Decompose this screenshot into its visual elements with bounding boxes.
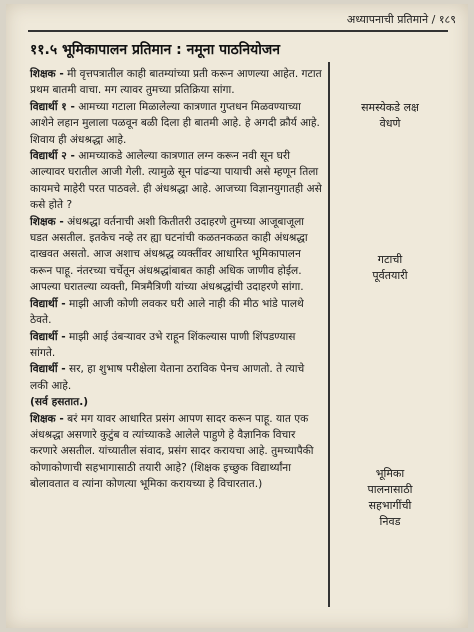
dialogue-line — [30, 411, 324, 493]
dialogue-text: मी वृत्तपत्रातील काही बातम्यांच्या प्रती करून आणल्या आहेत. गटात प्रथम बातमी वाचा. मग त्यावर तुमच्या प्रतिक्रिया सांगा. — [30, 68, 322, 97]
dialogue-text: आमच्या गटाला मिळालेल्या कात्रणात गुप्तधन मिळवण्याच्या आशेने लहान मुलाला पळवून बळी दिला ही बातमी आहे. हे अगदी क्रौर्य आहे. शिवाय ही अंधश्रद्धा आहे. — [30, 100, 320, 146]
dialogue-line — [30, 148, 324, 214]
side-note-line: निवड — [379, 515, 401, 528]
dialogue-text: माझी आई उंबऱ्यावर उभे राहून शिंकल्यास पाणी शिंपडण्यास सांगते. — [30, 330, 296, 359]
dialogue-line — [30, 99, 324, 148]
section-title: ११.५ भूमिकापालन प्रतिमान : नमूना पाठनियोजन — [30, 42, 281, 58]
side-note-line: सहभागींची — [368, 499, 412, 512]
side-note-selection — [334, 466, 446, 530]
dialogue-text: आमच्याकडे आलेल्या कात्रणात लग्न करून नवी सून घरी आल्यावर घरातील आजी गेली. त्यामुळे सून पांढऱ्या पायाची असे म्हणून तिला कायमचे माहेरी परत पाठवले. ही अंधश्रद्धा आहे. आजच्या विज्ञानयुगातही असे कसे होते ? — [30, 150, 322, 212]
side-note-line: पूर्वतयारी — [372, 269, 408, 282]
speaker-label: शिक्षक - — [30, 68, 64, 80]
side-note-line: गटाची — [377, 253, 403, 266]
speaker-label: शिक्षक - — [30, 215, 64, 228]
dialogue-text: अंधश्रद्धा वर्तनाची अशी कितीतरी उदाहरणे तुमच्या आजूबाजूला घडत असतील. इतकेच नव्हे तर ह्या घटनांची कळतनकळत काही अंधश्रद्धा दाखवत असतो. आज अशाच अंधश्रद्ध व्यक्तींवर आधारित भूमिकापालन करून पाहू. नंतरच्या चर्चेतून अंधश्रद्धांबाबत काही अधिक जाणीव होईल. आपल्या घरातल्या व्यक्ती, मित्रमैत्रिणी यांच्या अंधश्रद्धांची उदाहरणे सांगा. — [30, 215, 308, 294]
dialogue-line — [30, 66, 324, 99]
book-page — [6, 4, 468, 628]
dialogue-text: बरं मग यावर आधारित प्रसंग आपण सादर करून पाहू. यात एक अंधश्रद्धा असणारे कुटुंब व त्यांच्याकडे आलेले पाहुणे हे वैज्ञानिक विचार करणारे असतील. यांच्यातील संवाद, प्रसंग सादर करायचा आहे. तुमच्यापैकी कोणाकोणाची सहभागासाठी तयारी आहे? (शिक्षक इच्छुक विद्यार्थ्यांना बोलावतात व त्यांना कोणत्या भूमिका करायच्या हे विचारतात.) — [30, 412, 314, 491]
side-note-line: भूमिका — [375, 467, 405, 480]
dialogue-line — [30, 296, 324, 329]
side-note-line: पालनासाठी — [367, 483, 413, 496]
dialogue-text: माझी आजी कोणी लवकर घरी आले नाही की मीठ भांडे पालथे ठेवते. — [30, 297, 304, 327]
dialogue-line — [30, 361, 324, 394]
speaker-label: विद्यार्थी २ - — [30, 150, 75, 163]
speaker-label: विद्यार्थी १ - — [30, 100, 75, 113]
speaker-label: विद्यार्थी - — [30, 297, 66, 310]
dialogue-line — [30, 214, 324, 296]
speaker-label: विद्यार्थी - — [30, 330, 66, 343]
stage-direction — [30, 394, 324, 410]
speaker-label: शिक्षक - — [30, 412, 64, 425]
running-header: अध्यापनाची प्रतिमाने / १८९ — [346, 13, 456, 26]
dialogue-line — [30, 329, 324, 362]
side-note-line: वेधणे — [379, 117, 401, 130]
dialogue-text: सर, हा शुभाष परीक्षेला येताना ठराविक पेनच आणतो. ते त्याचे लकी आहे. — [30, 363, 305, 392]
header-rule — [28, 30, 448, 32]
stage-direction-text: (सर्व हसतात.) — [30, 396, 89, 409]
speaker-label: विद्यार्थी - — [30, 363, 66, 376]
side-note-focus — [334, 100, 446, 132]
side-note-preparation — [334, 252, 446, 284]
dialogue-column — [30, 66, 324, 493]
side-note-line: समस्येकडे लक्ष — [361, 101, 419, 114]
column-divider — [328, 62, 330, 607]
